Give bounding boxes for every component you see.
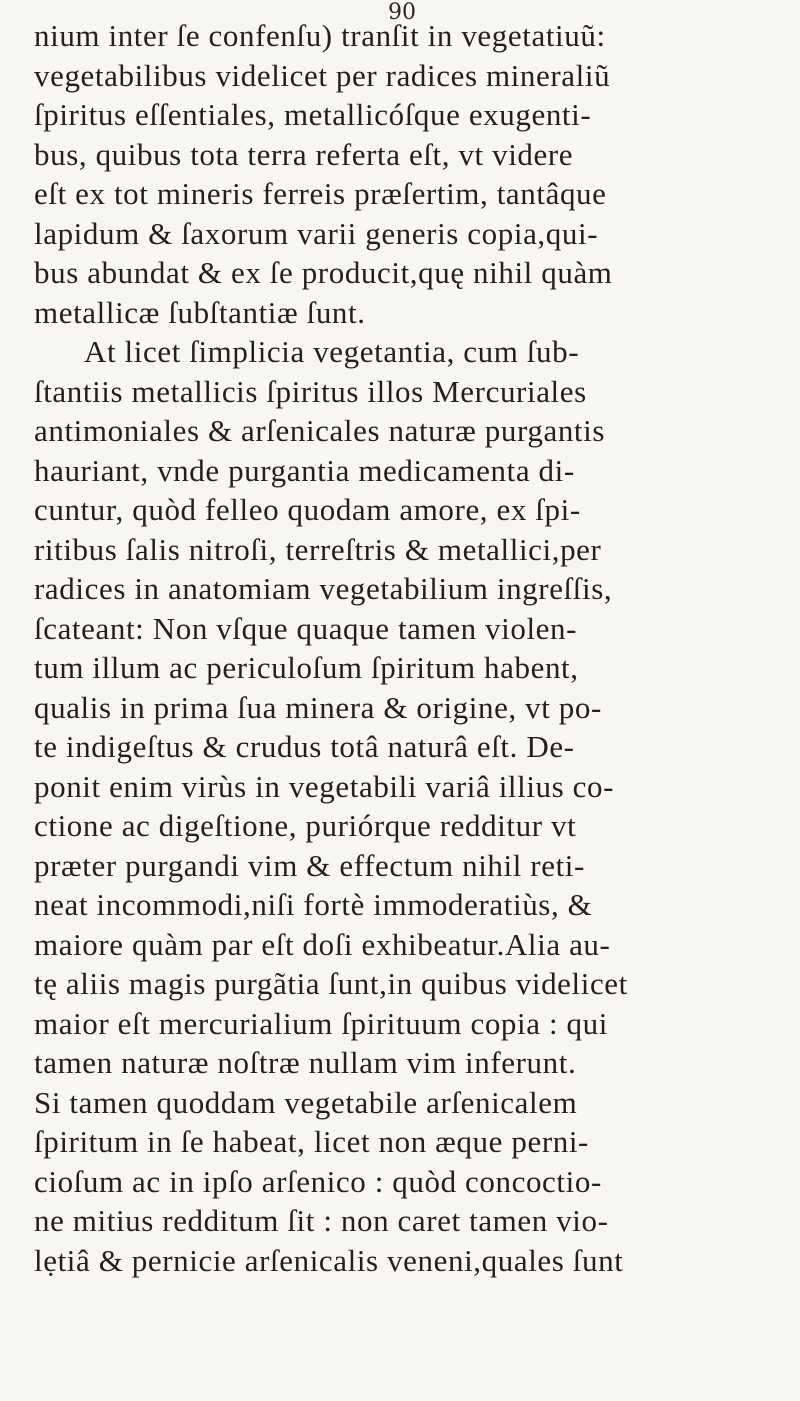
text-line: qualis in prima ſua minera & origine, vt po- bbox=[34, 689, 602, 725]
text-line: ſpiritum in ſe habeat, licet non æque perni- bbox=[34, 1124, 589, 1159]
text-line: ſtantiis metallicis ſpiritus illos Mercuriales bbox=[34, 373, 587, 409]
text-line: tamen naturæ noſtræ nullam vim inferunt. bbox=[34, 1045, 577, 1080]
text-line: metallicæ ſubſtantiæ ſunt. bbox=[34, 294, 366, 330]
text-line: neat incommodi,niſi fortè immoderatiùs, & bbox=[34, 887, 593, 922]
text-line: cuntur, quòd felleo quodam amore, ex ſpi- bbox=[34, 492, 581, 527]
body-text bbox=[34, 16, 794, 1280]
text-line: vegetabilibus videlicet per radices mineraliũ bbox=[34, 57, 611, 93]
text-line: tę aliis magis purgãtia ſunt,in quibus videlicet bbox=[34, 966, 628, 1001]
text-line: bus, quibus tota terra referta eſt, vt videre bbox=[34, 136, 574, 172]
text-line: lapidum & ſaxorum varii generis copia,qui- bbox=[34, 215, 599, 251]
text-line: te indigeſtus & crudus totâ naturâ eſt. De- bbox=[34, 729, 575, 764]
text-line: nium inter ſe confenſu) tranſit in vegetatiuũ: bbox=[34, 18, 606, 53]
page-number: 90 bbox=[388, 0, 416, 25]
paragraph-start-line: At licet ſimplicia vegetantia, cum ſub- bbox=[84, 334, 580, 369]
text-line: maior eſt mercurialium ſpirituum copia : qui bbox=[34, 1005, 608, 1041]
text-line: ne mitius redditum ſit : non caret tamen vio- bbox=[34, 1203, 609, 1238]
text-line: ſcateant: Non vſque quaque tamen violen- bbox=[34, 610, 578, 646]
text-line: tum illum ac periculoſum ſpiritum habent, bbox=[34, 650, 579, 685]
text-line: ritibus ſalis nitroſi, terreſtris & metallici,per bbox=[34, 531, 602, 567]
text-line: hauriant, vnde purgantia medicamenta di- bbox=[34, 452, 575, 488]
text-line: ponit enim virùs in vegetabili variâ illius co- bbox=[34, 768, 615, 804]
text-line: radices in anatomiam vegetabilium ingreſſis, bbox=[34, 571, 613, 606]
text-line: præter purgandi vim & effectum nihil reti- bbox=[34, 847, 585, 883]
text-line: lẹtiâ & pernicie arſenicalis veneni,quales ſunt bbox=[34, 1242, 624, 1278]
text-line: ſpiritus eſſentiales, metallicóſque exugenti- bbox=[34, 97, 592, 132]
text-line: antimoniales & arſenicales naturæ purgantis bbox=[34, 413, 606, 448]
text-line: eſt ex tot mineris ferreis præſertim, tantâque bbox=[34, 176, 607, 211]
text-line: maiore quàm par eſt doſi exhibeatur.Alia au- bbox=[34, 926, 611, 962]
text-line: cioſum ac in ipſo arſenico : quòd concoctio- bbox=[34, 1163, 602, 1199]
text-line: ctione ac digeſtione, puriórque redditur vt bbox=[34, 808, 577, 843]
text-line: Si tamen quoddam vegetabile arſenicalem bbox=[34, 1084, 578, 1120]
text-line: bus abundat & ex ſe producit,quę nihil quàm bbox=[34, 255, 613, 290]
